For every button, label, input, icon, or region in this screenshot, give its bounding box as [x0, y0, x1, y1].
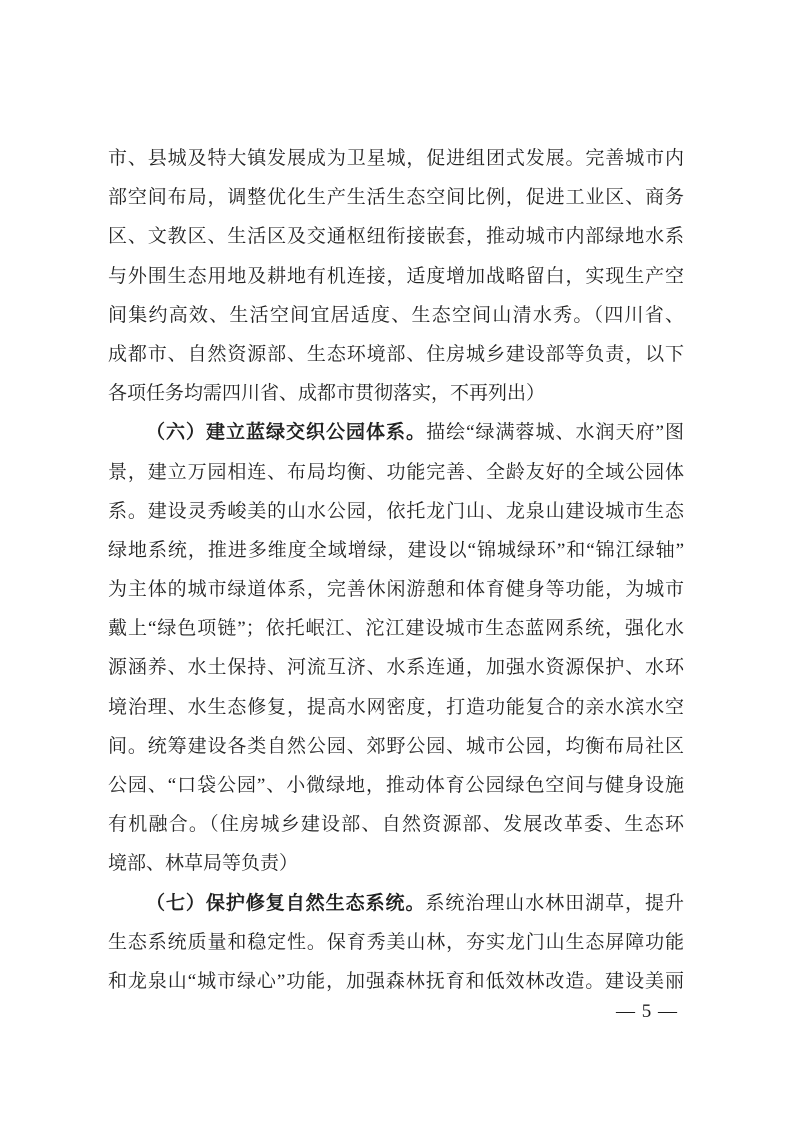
- text-line: 境治理、水生态修复，提高水网密度，打造功能复合的亲水滨水空: [108, 696, 684, 718]
- text-line: 戴上“绿色项链”；依托岷江、沱江建设城市生态蓝网系统，强化水: [108, 618, 684, 640]
- text-line: 市、县城及特大镇发展成为卫星城，促进组团式发展。完善城市内: [108, 148, 684, 169]
- page-number: — 5 —: [616, 1001, 678, 1022]
- text-line: 区、文教区、生活区及交通枢纽衔接嵌套，推动城市内部绿地水系: [108, 226, 684, 248]
- text-line: 绿地系统，推进多维度全域增绿，建设以“锦城绿环”和“锦江绿轴”: [108, 539, 684, 561]
- text-line: 部空间布局，调整优化生产生活生态空间比例，促进工业区、商务: [108, 187, 684, 209]
- text-line: 有机融合。（住房城乡建设部、自然资源部、发展改革委、生态环: [108, 814, 684, 836]
- text-line: 间。统筹建设各类自然公园、郊野公园、城市公园，均衡布局社区: [108, 735, 684, 757]
- text-line: 各项任务均需四川省、成都市贯彻落实，不再列出）: [108, 383, 546, 405]
- line-text: 描绘“绿满蓉城、水润天府”图: [426, 422, 684, 444]
- text-line: 生态系统质量和稳定性。保育秀美山林，夯实龙门山生态屏障功能: [108, 931, 684, 953]
- text-line: 景，建立万园相连、布局均衡、功能完善、全龄友好的全域公园体: [108, 461, 684, 483]
- text-line: 境部、林草局等负责）: [108, 853, 299, 875]
- section-heading-six: （六）建立蓝绿交织公园体系。: [146, 422, 427, 444]
- text-line: [108, 884, 684, 923]
- text-line: 公园、“口袋公园”、小微绿地，推动体育公园绿色空间与健身设施: [108, 775, 684, 796]
- text-line: 系。建设灵秀峻美的山水公园，依托龙门山、龙泉山建设城市生态: [108, 500, 684, 522]
- text-line: 和龙泉山“城市绿心”功能，加强森林抚育和低效林改造。建设美丽: [108, 970, 684, 992]
- text-line: 间集约高效、生活空间宜居适度、生态空间山清水秀。（四川省、: [108, 304, 684, 326]
- line-text: 系统治理山水林田湖草，提升: [425, 892, 684, 914]
- text-line: 成都市、自然资源部、生态环境部、住房城乡建设部等负责，以下: [108, 343, 684, 365]
- text-line: 与外围生态用地及耕地有机连接，适度增加战略留白，实现生产空: [108, 265, 684, 287]
- text-line: 为主体的城市绿道体系，完善休闲游憩和体育健身等功能，为城市: [108, 579, 684, 601]
- text-line: [108, 413, 684, 452]
- section-heading-seven: （七）保护修复自然生态系统。: [146, 892, 426, 914]
- text-line: 源涵养、水土保持、河流互济、水系连通，加强水资源保护、水环: [108, 657, 684, 679]
- document-content: [108, 139, 684, 1001]
